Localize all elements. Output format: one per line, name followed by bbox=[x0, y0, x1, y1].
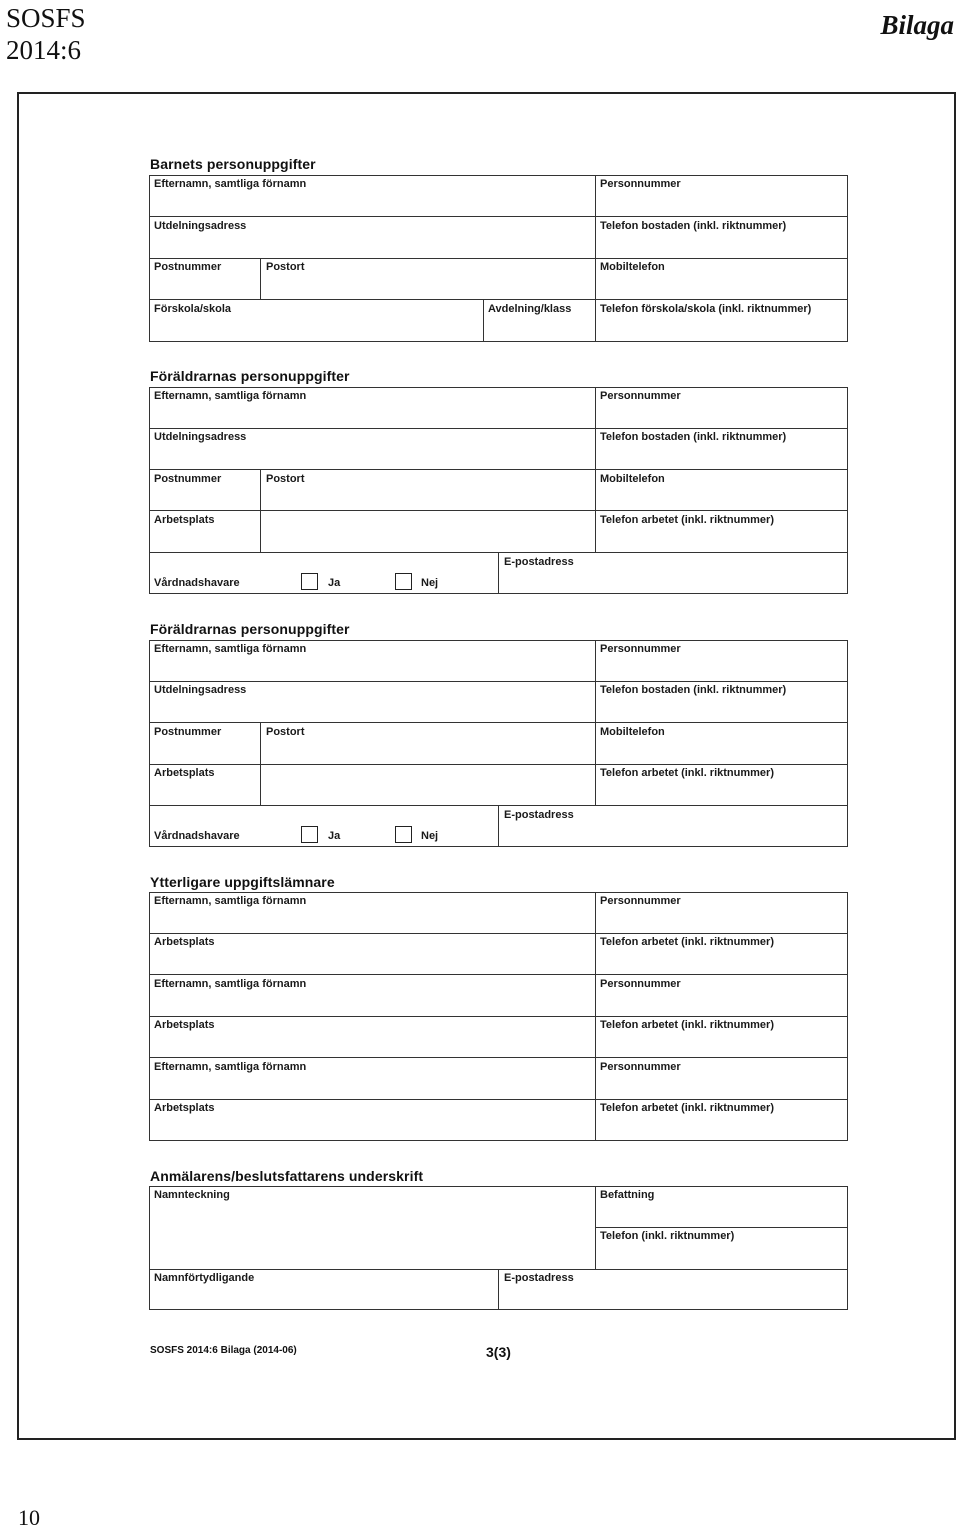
page-of-total: 3(3) bbox=[486, 1344, 511, 1360]
signature-section-title: Anmälarens/beslutsfattarens underskrift bbox=[150, 1168, 424, 1184]
other3-phone-work-field[interactable]: Telefon arbetet (inkl. riktnummer) bbox=[600, 1102, 774, 1114]
parent2-custodian-yes-checkbox[interactable] bbox=[301, 826, 318, 843]
parent1-yes-label: Ja bbox=[328, 577, 341, 589]
parent2-phone-home-field[interactable]: Telefon bostaden (inkl. riktnummer) bbox=[600, 684, 787, 696]
divider bbox=[149, 764, 848, 765]
parent1-custodian-yes-checkbox[interactable] bbox=[301, 573, 318, 590]
signature-field[interactable]: Namnteckning bbox=[154, 1189, 230, 1201]
divider bbox=[595, 640, 596, 805]
divider bbox=[498, 1269, 499, 1310]
parent1-name-field[interactable]: Efternamn, samtliga förnamn bbox=[154, 390, 307, 402]
parent1-phone-work-field[interactable]: Telefon arbetet (inkl. riktnummer) bbox=[600, 514, 774, 526]
parent2-name-field[interactable]: Efternamn, samtliga förnamn bbox=[154, 643, 307, 655]
position-field[interactable]: Befattning bbox=[600, 1189, 655, 1201]
document-code bbox=[6, 2, 86, 66]
other2-name-field[interactable]: Efternamn, samtliga förnamn bbox=[154, 978, 307, 990]
divider bbox=[149, 933, 848, 934]
document-code-number: 2014:6 bbox=[6, 35, 82, 65]
divider bbox=[260, 722, 261, 805]
parent1-postort-field[interactable]: Postort bbox=[266, 473, 305, 485]
divider bbox=[149, 469, 848, 470]
parent1-postnr-field[interactable]: Postnummer bbox=[154, 473, 222, 485]
parent2-postnr-field[interactable]: Postnummer bbox=[154, 726, 222, 738]
signer-phone-field[interactable]: Telefon (inkl. riktnummer) bbox=[600, 1230, 735, 1242]
child-section-title: Barnets personuppgifter bbox=[150, 156, 316, 172]
child-school-field[interactable]: Förskola/skola bbox=[154, 303, 232, 315]
parent1-address-field[interactable]: Utdelningsadress bbox=[154, 431, 247, 443]
child-department-field[interactable]: Avdelning/klass bbox=[488, 303, 572, 315]
child-name-field[interactable]: Efternamn, samtliga förnamn bbox=[154, 178, 307, 190]
child-postnr-field[interactable]: Postnummer bbox=[154, 261, 222, 273]
parent1-custodian-no-checkbox[interactable] bbox=[395, 573, 412, 590]
divider bbox=[595, 175, 596, 342]
divider bbox=[149, 1016, 848, 1017]
parent2-custodian-no-checkbox[interactable] bbox=[395, 826, 412, 843]
child-postort-field[interactable]: Postort bbox=[266, 261, 305, 273]
document-reference: SOSFS 2014:6 Bilaga (2014-06) bbox=[150, 1345, 297, 1356]
parent2-section-title: Föräldrarnas personuppgifter bbox=[150, 621, 350, 637]
divider bbox=[595, 892, 596, 1141]
child-pnr-field[interactable]: Personnummer bbox=[600, 178, 681, 190]
divider bbox=[149, 299, 848, 300]
others-section-title: Ytterligare uppgiftslämnare bbox=[150, 874, 335, 890]
document-code-series: SOSFS bbox=[6, 3, 86, 33]
other1-pnr-field[interactable]: Personnummer bbox=[600, 895, 681, 907]
other2-workplace-field[interactable]: Arbetsplats bbox=[154, 1019, 215, 1031]
parent1-email-field[interactable]: E-postadress bbox=[504, 556, 574, 568]
other3-workplace-field[interactable]: Arbetsplats bbox=[154, 1102, 215, 1114]
divider bbox=[595, 387, 596, 552]
other3-name-field[interactable]: Efternamn, samtliga förnamn bbox=[154, 1061, 307, 1073]
other1-name-field[interactable]: Efternamn, samtliga förnamn bbox=[154, 895, 307, 907]
divider bbox=[149, 722, 848, 723]
child-address-field[interactable]: Utdelningsadress bbox=[154, 220, 247, 232]
parent2-pnr-field[interactable]: Personnummer bbox=[600, 643, 681, 655]
other2-pnr-field[interactable]: Personnummer bbox=[600, 978, 681, 990]
signer-email-field[interactable]: E-postadress bbox=[504, 1272, 574, 1284]
parent2-no-label: Nej bbox=[421, 830, 439, 842]
parent1-section-title: Föräldrarnas personuppgifter bbox=[150, 368, 350, 384]
parent2-workplace-field[interactable]: Arbetsplats bbox=[154, 767, 215, 779]
child-phone-home-field[interactable]: Telefon bostaden (inkl. riktnummer) bbox=[600, 220, 787, 232]
divider bbox=[498, 552, 499, 594]
divider bbox=[149, 510, 848, 511]
divider bbox=[149, 216, 848, 217]
divider bbox=[149, 1099, 848, 1100]
parent2-postort-field[interactable]: Postort bbox=[266, 726, 305, 738]
divider bbox=[149, 1057, 848, 1058]
divider bbox=[149, 681, 848, 682]
parent2-address-field[interactable]: Utdelningsadress bbox=[154, 684, 247, 696]
parent1-mobile-field[interactable]: Mobiltelefon bbox=[600, 473, 665, 485]
divider bbox=[595, 1227, 848, 1228]
other3-pnr-field[interactable]: Personnummer bbox=[600, 1061, 681, 1073]
child-mobile-field[interactable]: Mobiltelefon bbox=[600, 261, 665, 273]
divider bbox=[483, 299, 484, 342]
parent1-no-label: Nej bbox=[421, 577, 439, 589]
parent1-pnr-field[interactable]: Personnummer bbox=[600, 390, 681, 402]
other1-phone-work-field[interactable]: Telefon arbetet (inkl. riktnummer) bbox=[600, 936, 774, 948]
parent1-custodian-label: Vårdnadshavare bbox=[154, 577, 240, 589]
parent2-custodian-label: Vårdnadshavare bbox=[154, 830, 240, 842]
divider bbox=[149, 258, 848, 259]
divider bbox=[149, 974, 848, 975]
divider bbox=[149, 428, 848, 429]
name-clarification-field[interactable]: Namnförtydligande bbox=[154, 1272, 255, 1284]
bilaga-label: Bilaga bbox=[880, 10, 954, 40]
parent1-workplace-field[interactable]: Arbetsplats bbox=[154, 514, 215, 526]
parent2-email-field[interactable]: E-postadress bbox=[504, 809, 574, 821]
parent2-mobile-field[interactable]: Mobiltelefon bbox=[600, 726, 665, 738]
parent1-phone-home-field[interactable]: Telefon bostaden (inkl. riktnummer) bbox=[600, 431, 787, 443]
other1-workplace-field[interactable]: Arbetsplats bbox=[154, 936, 215, 948]
parent2-phone-work-field[interactable]: Telefon arbetet (inkl. riktnummer) bbox=[600, 767, 774, 779]
parent2-yes-label: Ja bbox=[328, 830, 341, 842]
divider bbox=[260, 258, 261, 299]
divider bbox=[260, 469, 261, 552]
divider bbox=[498, 805, 499, 847]
other2-phone-work-field[interactable]: Telefon arbetet (inkl. riktnummer) bbox=[600, 1019, 774, 1031]
page-number: 10 bbox=[18, 1505, 40, 1529]
child-phone-school-field[interactable]: Telefon förskola/skola (inkl. riktnummer) bbox=[600, 303, 812, 315]
